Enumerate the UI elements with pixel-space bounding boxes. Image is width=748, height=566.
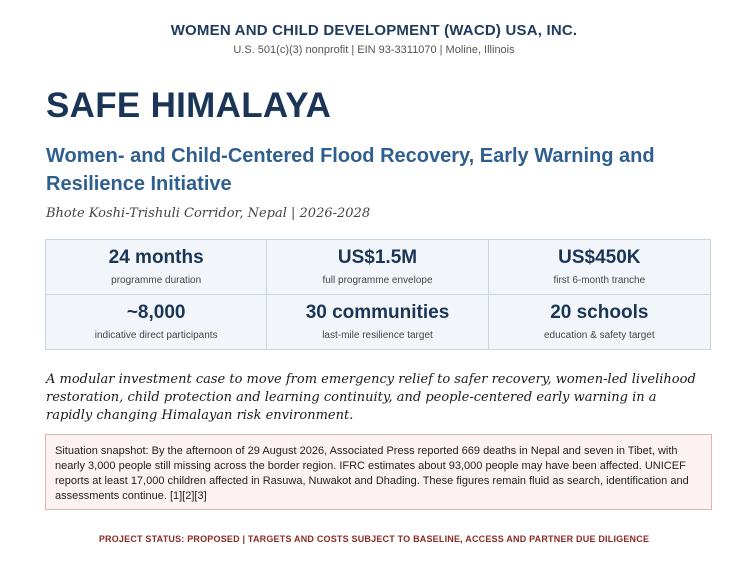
project-status-footer: PROJECT STATUS: PROPOSED | TARGETS AND COSTS SUBJECT TO BASELINE, ACCESS AND PARTNER DUE DILIGENCE (98, 534, 650, 544)
stat-value: US$1.5M (337, 247, 418, 269)
stat-label: education & safety target (544, 330, 655, 342)
org-meta: U.S. 501(c)(3) nonprofit | EIN 93-3311070 | Moline, Illinois (233, 44, 515, 56)
stat-label: programme duration (111, 275, 202, 287)
stats-grid (45, 239, 711, 350)
page-title: SAFE HIMALAYA (46, 86, 332, 125)
stat-label: first 6-month tranche (553, 275, 646, 287)
situation-snapshot-box: Situation snapshot: By the afternoon of 29 August 2026, Associated Press reported 669 deaths in Nepal and seven in Tibet, with nearly 3,000 people still missing across the border region. IFRC estimates about 93,000 people may have been affected. UNICEF reports at least 17,000 children affected in Rasuwa, Nuwakot and Dhading. These figures remain fluid as search, identification and assessments continue. [1][2][3] (45, 434, 712, 510)
org-name: WOMEN AND CHILD DEVELOPMENT (WACD) USA, INC. (170, 22, 578, 39)
stat-value: 20 schools (550, 302, 649, 324)
stat-value: 24 months (108, 247, 204, 269)
stat-value: ~8,000 (126, 302, 186, 324)
page-subtitle: Women- and Child-Centered Flood Recovery, Early Warning and Resilience Initiative (46, 145, 655, 195)
stat-tranche (489, 240, 710, 295)
stat-envelope (267, 240, 488, 295)
summary-paragraph: A modular investment case to move from emergency relief to safer recovery, women-led livelihood restoration, child protection and learning continuity, and people-centered early warning in a rapidly changing Himalayan risk environment. (46, 372, 696, 423)
stat-label: last-mile resilience target (322, 330, 433, 342)
stat-schools (489, 295, 710, 350)
stat-participants (46, 295, 267, 350)
stat-value: 30 communities (305, 302, 450, 324)
stat-value: US$450K (558, 247, 641, 269)
stat-label: indicative direct participants (94, 330, 218, 342)
stat-duration (46, 240, 267, 295)
project-location: Bhote Koshi-Trishuli Corridor, Nepal | 2026-2028 (46, 206, 371, 221)
stat-label: full programme envelope (322, 275, 433, 287)
stat-communities (267, 295, 488, 350)
